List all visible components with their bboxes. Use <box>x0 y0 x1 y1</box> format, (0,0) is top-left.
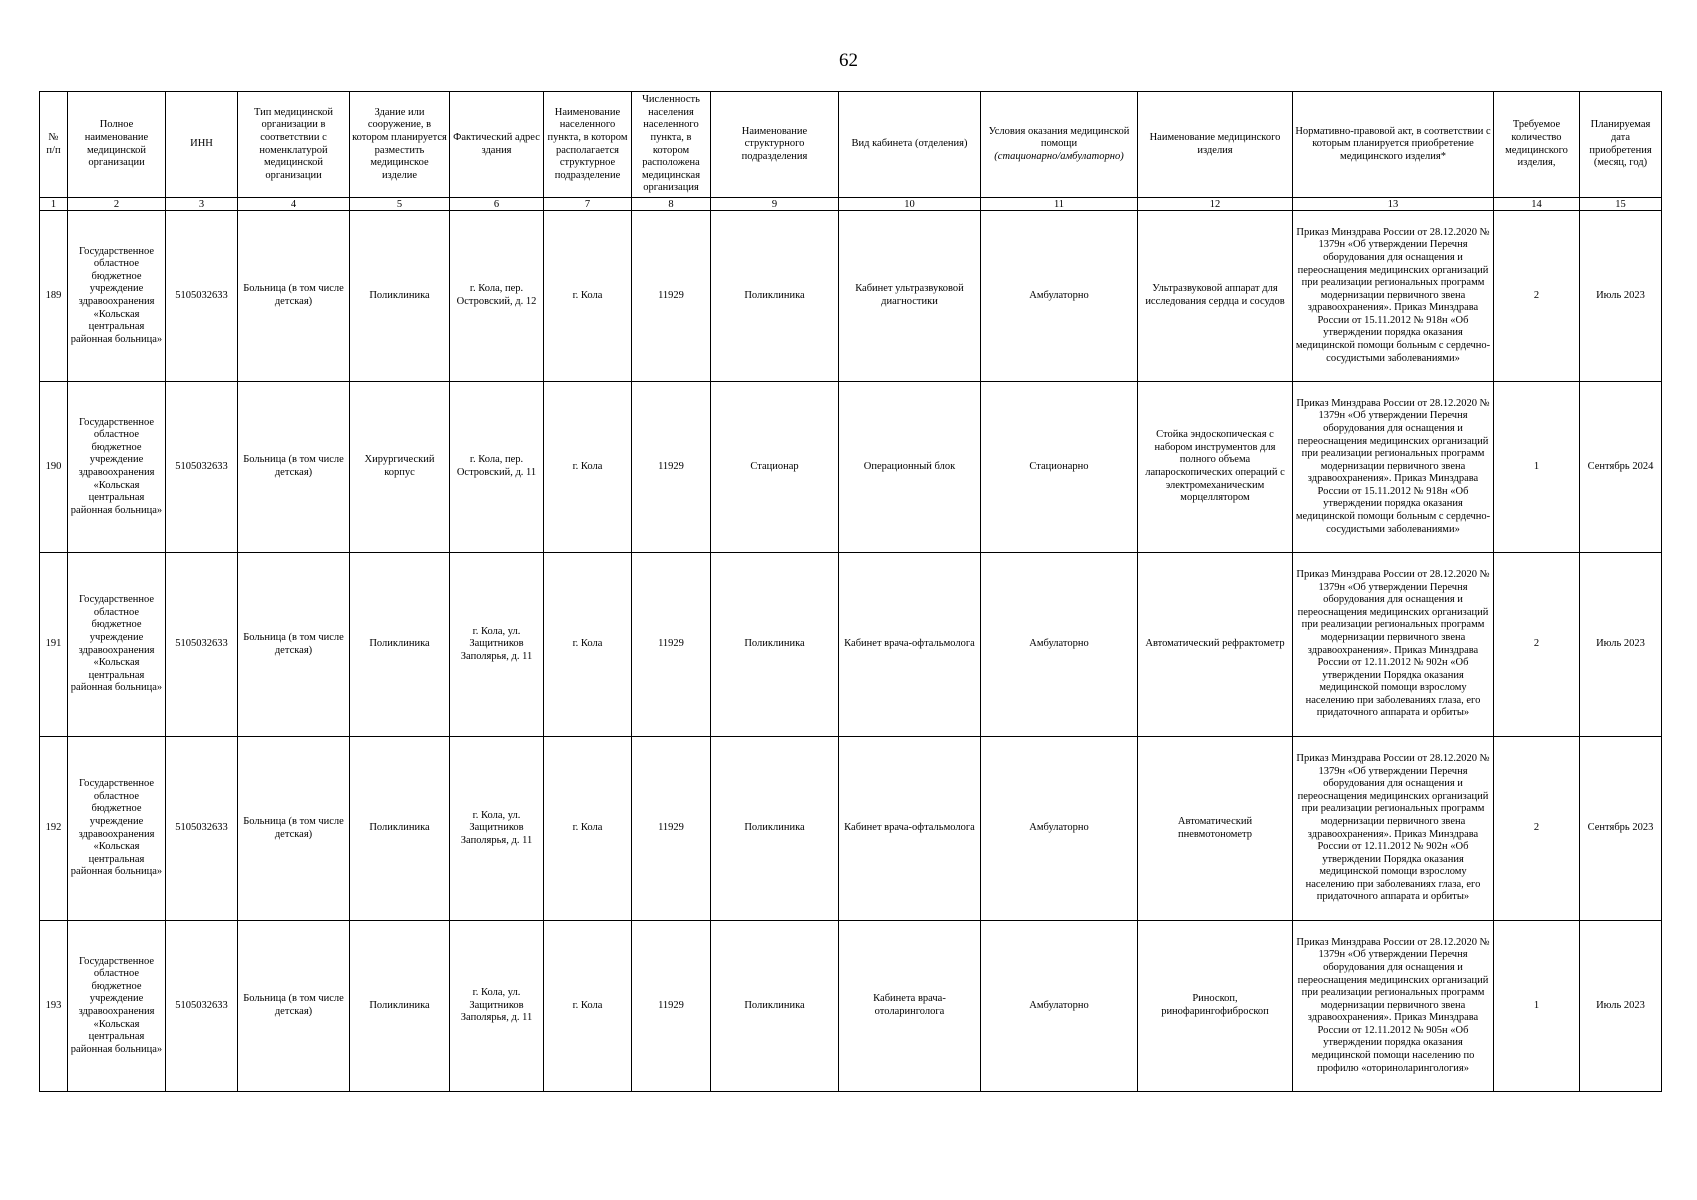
cell-num: 189 <box>40 211 68 382</box>
table-row <box>40 211 1662 382</box>
cell-subdivision: Поликлиника <box>711 921 839 1092</box>
cell-population: 11929 <box>632 553 711 737</box>
header-cell-device: Наименование медицинского изделия <box>1138 92 1293 198</box>
column-number: 7 <box>544 198 632 211</box>
cell-conditions: Амбулаторно <box>981 553 1138 737</box>
cell-type: Больница (в том числе детская) <box>238 382 350 553</box>
cell-date: Сентябрь 2023 <box>1580 737 1662 921</box>
header-cell-population: Численность населения населенного пункта, в котором расположена медицинская организация <box>632 92 711 198</box>
cell-subdivision: Поликлиника <box>711 553 839 737</box>
table-row <box>40 921 1662 1092</box>
cell-address: г. Кола, пер. Островский, д. 11 <box>450 382 544 553</box>
cell-qty: 1 <box>1494 382 1580 553</box>
column-number: 6 <box>450 198 544 211</box>
cell-num: 192 <box>40 737 68 921</box>
column-number: 3 <box>166 198 238 211</box>
cell-conditions: Амбулаторно <box>981 737 1138 921</box>
cell-address: г. Кола, пер. Островский, д. 12 <box>450 211 544 382</box>
cell-num: 190 <box>40 382 68 553</box>
cell-locality: г. Кола <box>544 737 632 921</box>
column-number: 14 <box>1494 198 1580 211</box>
cell-cabinet: Кабинет ультразвуковой диагностики <box>839 211 981 382</box>
header-cell-act: Нормативно-правовой акт, в соответствии с которым планируется приобретение медицинского изделия* <box>1293 92 1494 198</box>
table-row <box>40 382 1662 553</box>
cell-conditions: Стационарно <box>981 382 1138 553</box>
header-conditions-label: Условия оказания медицинской помощи <box>988 125 1130 150</box>
cell-inn: 5105032633 <box>166 553 238 737</box>
cell-population: 11929 <box>632 382 711 553</box>
table-row <box>40 553 1662 737</box>
cell-device: Автоматический рефрактометр <box>1138 553 1293 737</box>
cell-date: Июль 2023 <box>1580 921 1662 1092</box>
cell-type: Больница (в том числе детская) <box>238 553 350 737</box>
header-row <box>40 92 1662 198</box>
cell-address: г. Кола, ул. Защитников Заполярья, д. 11 <box>450 553 544 737</box>
cell-inn: 5105032633 <box>166 211 238 382</box>
cell-qty: 2 <box>1494 737 1580 921</box>
cell-population: 11929 <box>632 921 711 1092</box>
column-number: 12 <box>1138 198 1293 211</box>
equipment-table <box>39 91 1662 1092</box>
header-cell-inn: ИНН <box>166 92 238 198</box>
column-number-row <box>40 198 1662 211</box>
cell-inn: 5105032633 <box>166 737 238 921</box>
cell-cabinet: Операционный блок <box>839 382 981 553</box>
column-number: 9 <box>711 198 839 211</box>
column-number: 8 <box>632 198 711 211</box>
cell-qty: 2 <box>1494 211 1580 382</box>
cell-device: Автоматический пневмотонометр <box>1138 737 1293 921</box>
column-number: 11 <box>981 198 1138 211</box>
column-number: 1 <box>40 198 68 211</box>
header-cell-locality: Наименование населенного пункта, в котором располагается структурное подразделение <box>544 92 632 198</box>
cell-device: Риноскоп, ринофарингофиброскоп <box>1138 921 1293 1092</box>
column-number: 15 <box>1580 198 1662 211</box>
header-cell-cabinet: Вид кабинета (отделения) <box>839 92 981 198</box>
cell-qty: 1 <box>1494 921 1580 1092</box>
column-number: 2 <box>68 198 166 211</box>
cell-locality: г. Кола <box>544 553 632 737</box>
cell-building: Поликлиника <box>350 553 450 737</box>
cell-building: Хирургический корпус <box>350 382 450 553</box>
cell-date: Июль 2023 <box>1580 553 1662 737</box>
cell-conditions: Амбулаторно <box>981 921 1138 1092</box>
cell-qty: 2 <box>1494 553 1580 737</box>
column-number: 4 <box>238 198 350 211</box>
cell-cabinet: Кабинета врача-отоларинголога <box>839 921 981 1092</box>
cell-act: Приказ Минздрава России от 28.12.2020 № 1379н «Об утверждении Перечня оборудования для оснащения и переоснащения медицинских организаций при реализации региональных программ модернизации первичного звена здравоохранения». Приказ Минздрава России от 12.11.2012 № 902н «Об утверждении Порядка оказания медицинской помощи взрослому населению при заболеваниях глаза, его придаточного аппарата и орбиты» <box>1293 737 1494 921</box>
cell-type: Больница (в том числе детская) <box>238 211 350 382</box>
header-cell-subdivision: Наименование структурного подразделения <box>711 92 839 198</box>
cell-cabinet: Кабинет врача-офтальмолога <box>839 553 981 737</box>
cell-type: Больница (в том числе детская) <box>238 921 350 1092</box>
cell-building: Поликлиника <box>350 921 450 1092</box>
cell-device: Ультразвуковой аппарат для исследования сердца и сосудов <box>1138 211 1293 382</box>
cell-org: Государственное областное бюджетное учреждение здравоохранения «Кольская центральная районная больница» <box>68 921 166 1092</box>
cell-org: Государственное областное бюджетное учреждение здравоохранения «Кольская центральная районная больница» <box>68 737 166 921</box>
cell-inn: 5105032633 <box>166 921 238 1092</box>
cell-act: Приказ Минздрава России от 28.12.2020 № 1379н «Об утверждении Перечня оборудования для оснащения и переоснащения медицинских организаций при реализации региональных программ модернизации первичного звена здравоохранения». Приказ Минздрава России от 15.11.2012 № 918н «Об утверждении порядка оказания медицинской помощи больным с сердечно-сосудистыми заболеваниями» <box>1293 211 1494 382</box>
header-cell-address: Фактический адрес здания <box>450 92 544 198</box>
cell-building: Поликлиника <box>350 737 450 921</box>
column-number: 13 <box>1293 198 1494 211</box>
cell-type: Больница (в том числе детская) <box>238 737 350 921</box>
table-row <box>40 737 1662 921</box>
cell-act: Приказ Минздрава России от 28.12.2020 № 1379н «Об утверждении Перечня оборудования для оснащения и переоснащения медицинских организаций при реализации региональных программ модернизации первичного звена здравоохранения». Приказ Минздрава России от 12.11.2012 № 905н «Об утверждении порядка оказания медицинской помощи населению по профилю «оториноларингология» <box>1293 921 1494 1092</box>
cell-org: Государственное областное бюджетное учреждение здравоохранения «Кольская центральная районная больница» <box>68 382 166 553</box>
page-number: 62 <box>839 50 858 71</box>
header-cell-building: Здание или сооружение, в котором планируется разместить медицинское изделие <box>350 92 450 198</box>
cell-building: Поликлиника <box>350 211 450 382</box>
header-cell-org: Полное наименование медицинской организации <box>68 92 166 198</box>
cell-subdivision: Поликлиника <box>711 211 839 382</box>
header-num-sublabel: п/п <box>46 144 61 156</box>
cell-address: г. Кола, ул. Защитников Заполярья, д. 11 <box>450 921 544 1092</box>
cell-locality: г. Кола <box>544 211 632 382</box>
header-cell-date: Планируемая дата приобретения (месяц, год) <box>1580 92 1662 198</box>
cell-subdivision: Поликлиника <box>711 737 839 921</box>
cell-num: 191 <box>40 553 68 737</box>
header-cell-qty: Требуемое количество медицинского изделия, <box>1494 92 1580 198</box>
column-number: 5 <box>350 198 450 211</box>
cell-population: 11929 <box>632 737 711 921</box>
cell-device: Стойка эндоскопическая с набором инструментов для полного объема лапароскопических операций с электромеханическим морцеллятором <box>1138 382 1293 553</box>
cell-locality: г. Кола <box>544 921 632 1092</box>
cell-subdivision: Стационар <box>711 382 839 553</box>
header-cell-type: Тип медицинской организации в соответствии с номенклатурой медицинской организации <box>238 92 350 198</box>
header-conditions-hint: (стационарно/амбулаторно) <box>994 150 1124 162</box>
cell-date: Сентябрь 2024 <box>1580 382 1662 553</box>
cell-date: Июль 2023 <box>1580 211 1662 382</box>
cell-locality: г. Кола <box>544 382 632 553</box>
cell-cabinet: Кабинет врача-офтальмолога <box>839 737 981 921</box>
cell-num: 193 <box>40 921 68 1092</box>
header-num-label: № <box>48 131 59 143</box>
cell-act: Приказ Минздрава России от 28.12.2020 № 1379н «Об утверждении Перечня оборудования для оснащения и переоснащения медицинских организаций при реализации региональных программ модернизации первичного звена здравоохранения». Приказ Минздрава России от 12.11.2012 № 902н «Об утверждении Порядка оказания медицинской помощи взрослому населению при заболеваниях глаза, его придаточного аппарата и орбиты» <box>1293 553 1494 737</box>
cell-conditions: Амбулаторно <box>981 211 1138 382</box>
cell-inn: 5105032633 <box>166 382 238 553</box>
column-number: 10 <box>839 198 981 211</box>
cell-act: Приказ Минздрава России от 28.12.2020 № 1379н «Об утверждении Перечня оборудования для оснащения и переоснащения медицинских организаций при реализации региональных программ модернизации первичного звена здравоохранения». Приказ Минздрава России от 15.11.2012 № 918н «Об утверждении порядка оказания медицинской помощи больным с сердечно-сосудистыми заболеваниями» <box>1293 382 1494 553</box>
cell-population: 11929 <box>632 211 711 382</box>
cell-org: Государственное областное бюджетное учреждение здравоохранения «Кольская центральная районная больница» <box>68 553 166 737</box>
header-cell-num <box>40 92 68 198</box>
cell-address: г. Кола, ул. Защитников Заполярья, д. 11 <box>450 737 544 921</box>
header-cell-conditions <box>981 92 1138 198</box>
cell-org: Государственное областное бюджетное учреждение здравоохранения «Кольская центральная районная больница» <box>68 211 166 382</box>
